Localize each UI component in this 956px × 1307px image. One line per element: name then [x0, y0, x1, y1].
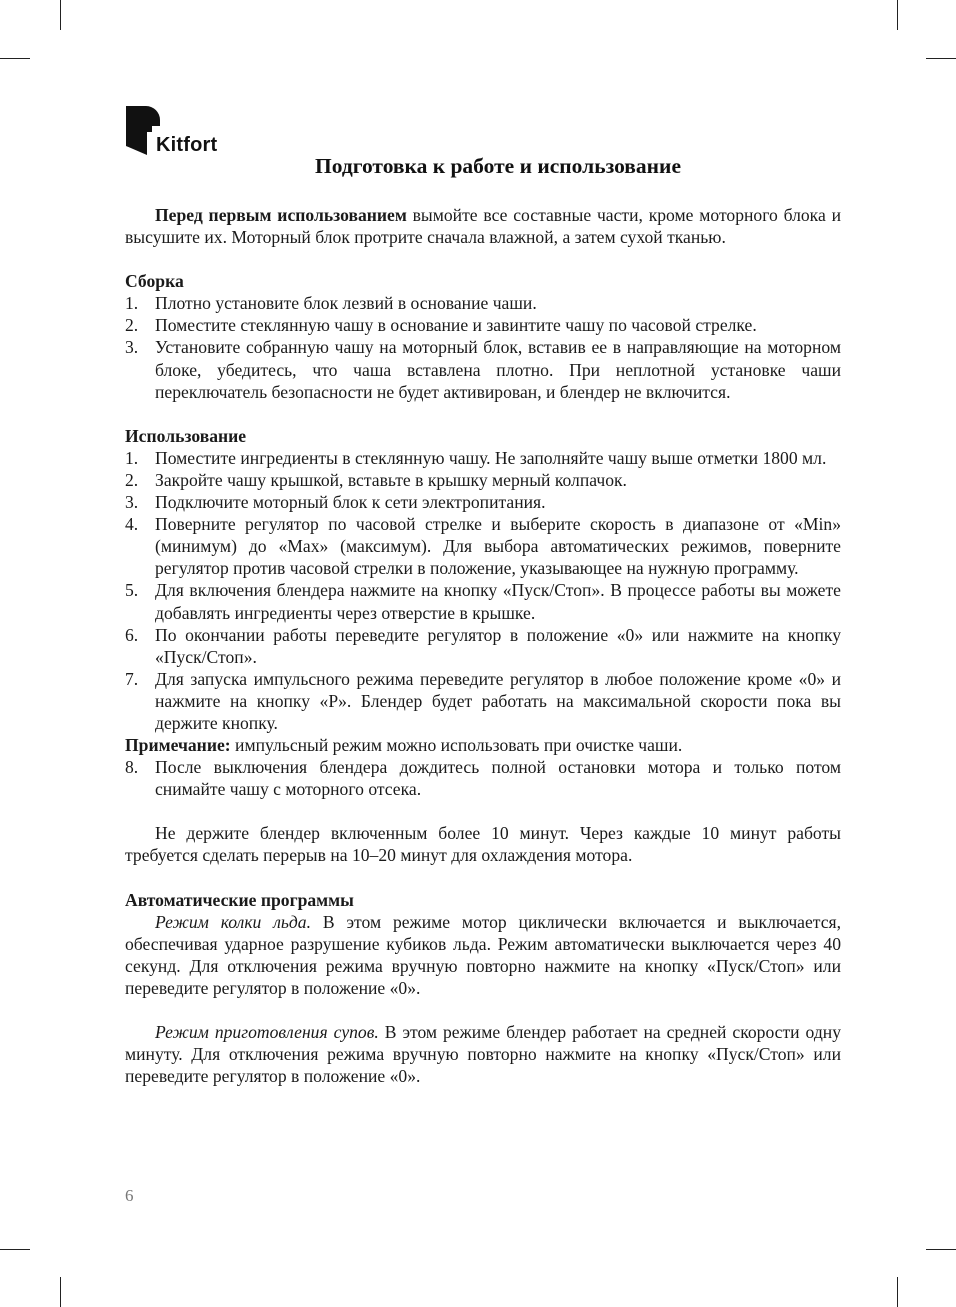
- intro-paragraph: [125, 204, 841, 248]
- page-number: 6: [125, 1186, 134, 1205]
- crop-mark: [60, 0, 61, 30]
- soup-mode-text: В этом режиме блендер работает на средней скорости одну минуту. Для отключения режима вручную повторно нажмите на кнопку «Пуск/Стоп» или переведите регулятор в положение «0».: [125, 1022, 842, 1087]
- crop-mark: [926, 58, 956, 59]
- list-item: 2. Закройте чашу крышкой, вставьте в крышку мерный колпачок.: [125, 469, 627, 490]
- document-body: [125, 204, 841, 1087]
- page-title: Подготовка к работе и использование: [315, 154, 681, 178]
- list-item: 4. Поверните регулятор по часовой стрелке и выберите скорость в диапазоне от «Min» (минимум) до «Max» (максимум). Для выбора автоматических режимов, поверните регулятор против часовой стрелки в положение, указывающее на нужную программу.: [125, 514, 841, 579]
- list-item: 3. Установите собранную чашу на моторный блок, вставив ее в направляющие на моторном блоке, убедитесь, что чаша вставлена плотно. При неплотной установке чаши переключатель безопасности не будет активирован, и блендер не включится.: [125, 337, 841, 402]
- ice-mode-paragraph: [125, 911, 841, 999]
- brand-logo: [126, 106, 236, 158]
- intro-bold: Перед первым использованием: [155, 205, 407, 225]
- intro-text: вымойте все составные части, кроме моторного блока и высушите их. Моторный блок протрите сначала влажной, а затем сухой тканью.: [125, 205, 841, 248]
- usage-note: [125, 734, 841, 756]
- list-item: 1. Плотно установите блок лезвий в основание чаши.: [125, 293, 537, 314]
- list-item: 1. Поместите ингредиенты в стеклянную чашу. Не заполняйте чашу выше отметки 1800 мл.: [125, 447, 827, 468]
- usage-heading: Использование: [125, 425, 247, 446]
- note-text: импульсный режим можно использовать при очистке чаши.: [230, 735, 683, 756]
- auto-programs-heading: Автоматические программы: [125, 889, 354, 910]
- soup-mode-label: Режим приготовления супов.: [155, 1022, 379, 1042]
- ice-mode-label: Режим колки льда.: [155, 911, 311, 932]
- ice-mode-text: В этом режиме мотор циклически включается и выключается, обеспечивая ударное разрушение кубиков льда. Режим автоматически выключается через 40 секунд. Для отключения режима вручную повторно нажмите на кнопку «Пуск/Стоп» или переведите регулятор в положение «0».: [125, 911, 841, 998]
- crop-mark: [926, 1249, 956, 1250]
- list-item: 8. После выключения блендера дождитесь полной остановки мотора и только потом снимайте чашу с моторного отсека.: [125, 757, 841, 800]
- assembly-heading: Сборка: [125, 271, 184, 292]
- usage-list: [125, 447, 841, 734]
- list-item: 6. По окончании работы переведите регулятор в положение «0» или нажмите на кнопку «Пуск/Стоп».: [125, 624, 841, 667]
- crop-mark: [0, 58, 30, 59]
- brand-name: Kitfort: [156, 134, 218, 156]
- soup-mode-paragraph: [125, 1021, 841, 1087]
- crop-mark: [897, 0, 898, 30]
- list-item: 7. Для запуска импульсного режима переведите регулятор в любое положение кроме «0» и нажмите на кнопку «P». Блендер будет работать на максимальной скорости пока вы держите кнопку.: [125, 668, 841, 733]
- warning-paragraph: Не держите блендер включенным более 10 минут. Через каждые 10 минут работы требуется сделать перерыв на 10–20 минут для охлаждения мотора.: [125, 823, 841, 866]
- assembly-list: [125, 292, 841, 402]
- crop-mark: [60, 1277, 61, 1307]
- usage-list-continued: [125, 756, 841, 800]
- crop-mark: [0, 1249, 30, 1250]
- list-item: 5. Для включения блендера нажмите на кнопку «Пуск/Стоп». В процессе работы вы можете добавлять ингредиенты через отверстие в крышке.: [125, 580, 841, 623]
- list-item: 3. Подключите моторный блок к сети электропитания.: [125, 492, 546, 513]
- note-label: Примечание:: [125, 735, 231, 756]
- list-item: 2. Поместите стеклянную чашу в основание и завинтите чашу по часовой стрелке.: [125, 315, 757, 336]
- crop-mark: [897, 1277, 898, 1307]
- kitfort-logo-icon: [126, 106, 160, 158]
